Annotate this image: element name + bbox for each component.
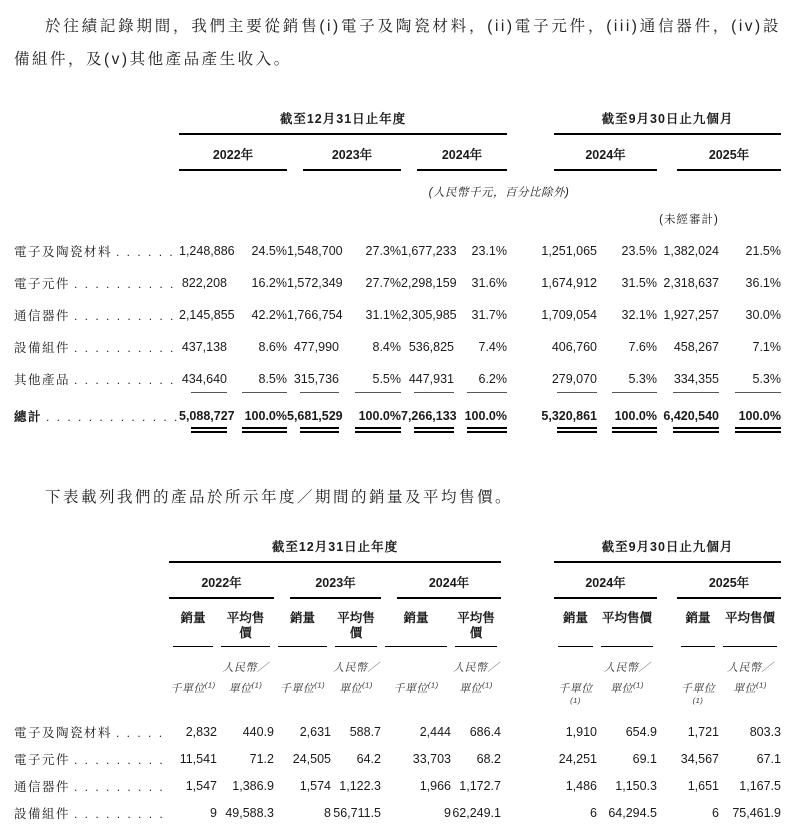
value-cell: 7.1% [752,340,781,354]
value-cell: 1,721 [687,725,719,740]
footnote-ref: (1) [570,696,581,705]
row-label [14,370,179,388]
value-cell: 31.1% [365,308,401,322]
year-header: 2023年 [290,576,381,599]
dot-leader [74,807,169,821]
value-cell: 75,461.9 [732,806,781,821]
value-cell: 1,248,886 [179,244,235,258]
asp-column-header: 平均售價 [723,611,777,647]
value-cell: 2,145,855 [179,308,235,322]
footnote-ref: (1) [482,680,493,690]
value-cell: 1,172.7 [459,779,501,794]
volume-unit-label [677,680,719,711]
volume-unit-label [274,680,331,711]
value-cell: 24,505 [292,752,331,767]
footnote-ref: (1) [204,680,216,690]
value-cell: 68.2 [476,752,501,767]
footnote-ref: (1) [427,680,439,690]
value-cell: 6.2% [454,372,507,386]
row-label [14,723,169,741]
value-cell: 477,990 [293,340,339,354]
interim-period-header: 截至9月30日止九個月 [554,540,781,563]
row-label [14,306,179,324]
value-cell: 23.1% [471,244,507,258]
dot-leader [74,753,169,767]
value-cell: 8.5% [227,372,287,386]
row-label [14,750,169,768]
total-cell: 100.0% [597,409,657,423]
value-cell: 1,651 [687,779,719,794]
unit-text: 單位 [228,683,252,695]
asp-column-header: 平均售價 [601,611,653,647]
row-label-text: 總計 [14,410,43,424]
unit-text: 單位 [339,683,363,695]
asp-column-header: 平均售價 [221,611,270,647]
value-cell: 9 [444,806,451,821]
currency-unit-label: 人民幣／ [222,662,269,674]
value-cell: 9 [210,806,217,821]
value-cell: 8 [324,806,331,821]
intro-paragraph: 於往績記錄期間，我們主要從銷售(i)電子及陶瓷材料，(ii)電子元件，(iii)通信器件，(iv)設備組件，及(v)其他產品產生收入。 [14,18,781,68]
value-cell: 1,677,233 [401,244,457,258]
year-header: 2022年 [179,148,287,171]
value-cell: 279,070 [507,372,597,386]
table-row [14,773,781,800]
volume-column-header: 銷量 [385,611,447,647]
row-label-text: 設備組件 [14,807,71,822]
value-cell: 33,703 [412,752,451,767]
total-cell: 100.0% [227,409,287,423]
value-cell: 5.5% [339,372,401,386]
currency-unit-label: 人民幣／ [333,662,379,674]
value-cell: 7.4% [478,340,507,354]
value-cell: 62,249.1 [452,806,501,821]
value-cell: 2,631 [299,725,331,740]
unit-text: 千單位 [558,683,593,695]
year-header-row [14,576,781,599]
value-cell: 1,386.9 [232,779,274,794]
currency-note: (人民幣千元，百分比除外) [428,187,570,199]
value-cell: 1,122.3 [339,779,381,794]
year-header: 2024年 [417,148,507,171]
total-cell: 7,266,133 [401,409,457,423]
total-cell: 100.0% [454,409,507,423]
value-cell: 315,736 [287,372,339,386]
value-cell: 1,486 [565,779,597,794]
value-cell: 36.1% [745,276,781,290]
unaudited-note: (未經審計) [659,214,719,226]
table-row [14,363,781,395]
value-cell: 64,294.5 [608,806,657,821]
row-label-text: 電子元件 [14,277,71,291]
value-cell: 1,927,257 [663,308,719,322]
unaudited-note-row [14,200,781,227]
value-cell: 1,150.3 [615,779,657,794]
value-cell: 588.7 [349,725,381,740]
asp-unit-label [719,680,781,711]
unit-text: 單位 [733,683,757,695]
value-cell: 1,547 [185,779,217,794]
table-row [14,299,781,331]
dot-leader [116,245,179,259]
value-cell: 2,832 [185,725,217,740]
footnote-ref: (1) [756,680,767,690]
dot-leader [74,780,169,794]
currency-unit-label: 人民幣／ [727,662,773,674]
value-cell: 458,267 [673,340,719,354]
dot-leader [74,341,179,355]
value-cell: 1,572,349 [287,276,343,290]
dot-leader [74,373,179,387]
currency-unit-label: 人民幣／ [453,662,499,674]
group-header-row [14,112,781,135]
annual-period-header: 截至12月31日止年度 [169,540,501,563]
value-cell: 31.5% [621,276,657,290]
unit-text: 千單位 [279,683,315,695]
value-cell: 56,711.5 [333,806,381,821]
value-cell: 8.6% [258,340,287,354]
value-cell: 21.5% [745,244,781,258]
value-cell: 1,167.5 [739,779,781,794]
value-cell: 5.3% [597,372,657,386]
value-cell: 1,251,065 [541,244,597,258]
footnote-ref: (1) [314,680,326,690]
value-cell: 803.3 [749,725,781,740]
unit-text: 千單位 [680,683,716,695]
value-cell: 27.7% [365,276,401,290]
value-cell: 437,138 [181,340,227,354]
value-cell: 5.3% [719,372,781,386]
value-cell: 7.6% [628,340,657,354]
row-label [14,777,169,795]
value-cell: 69.1 [632,752,657,767]
value-cell: 71.2 [249,752,274,767]
total-cell: 5,088,727 [179,409,235,423]
year-header: 2024年 [554,148,657,171]
year-header: 2025年 [677,576,781,599]
value-cell: 536,825 [408,340,454,354]
value-cell: 42.2% [251,308,287,322]
asp-column-header: 平均售價 [335,611,377,647]
value-cell: 30.0% [745,308,781,322]
value-cell: 31.6% [471,276,507,290]
row-label-text: 電子及陶瓷材料 [14,726,113,741]
value-cell: 49,588.3 [225,806,274,821]
year-header: 2024年 [397,576,501,599]
value-cell: 6 [590,806,597,821]
value-cell: 2,444 [419,725,451,740]
unit-row [14,680,781,711]
row-label [14,274,179,292]
value-cell: 6 [712,806,719,821]
asp-column-header: 平均售價 [455,611,497,647]
value-cell: 1,548,700 [287,244,343,258]
value-cell: 447,931 [401,372,454,386]
table-row [14,800,781,827]
value-cell: 24,251 [558,752,597,767]
table-row [14,267,781,299]
row-label-text: 設備組件 [14,341,71,355]
dot-leader [74,277,179,291]
dot-leader [46,410,179,424]
value-cell: 23.5% [621,244,657,258]
value-cell: 16.2% [251,276,287,290]
value-cell: 34,567 [680,752,719,767]
total-cell: 100.0% [719,409,781,423]
value-cell: 2,305,985 [401,308,457,322]
value-cell: 11,541 [179,752,217,767]
dot-leader [74,309,179,323]
value-cell: 2,318,637 [663,276,719,290]
value-cell: 24.5% [251,244,287,258]
revenue-table [14,112,781,437]
total-row [14,395,781,437]
value-cell: 654.9 [625,725,657,740]
volume-unit-label [169,680,217,711]
value-cell: 334,355 [657,372,719,386]
footnote-ref: (1) [633,680,644,690]
table-row [14,235,781,267]
volume-price-table [14,540,781,827]
footnote-ref: (1) [692,696,704,705]
unit-text: 單位 [459,683,483,695]
table-row [14,746,781,773]
asp-unit-label [331,680,381,711]
value-cell: 1,674,912 [541,276,597,290]
table-row [14,719,781,746]
value-cell: 1,709,054 [541,308,597,322]
asp-unit-label [451,680,501,711]
row-label-text: 電子及陶瓷材料 [14,245,113,259]
value-cell: 32.1% [621,308,657,322]
volume-intro-paragraph: 下表載列我們的產品於所示年度／期間的銷量及平均售價。 [45,489,514,506]
year-header: 2023年 [303,148,401,171]
row-label-text: 通信器件 [14,780,71,795]
unit-text: 千單位 [170,683,205,695]
volume-unit-label [554,680,597,711]
value-cell: 67.1 [756,752,781,767]
dot-leader [116,726,169,740]
value-cell: 27.3% [365,244,401,258]
currency-unit-label: 人民幣／ [604,662,650,674]
year-header-row [14,148,781,171]
value-cell: 434,640 [179,372,227,386]
annual-period-header: 截至12月31日止年度 [179,112,507,135]
value-cell: 686.4 [469,725,501,740]
value-cell: 1,574 [299,779,331,794]
volume-column-header: 銷量 [173,611,213,647]
value-cell: 31.7% [471,308,507,322]
unit-text: 千單位 [393,683,428,695]
row-label-text: 電子元件 [14,753,71,768]
total-cell: 6,420,540 [657,409,719,423]
value-cell: 64.2 [356,752,381,767]
volume-column-header: 銷量 [558,611,593,647]
volume-column-header: 銷量 [278,611,327,647]
asp-unit-label [597,680,657,711]
value-cell: 1,966 [419,779,451,794]
row-label [14,407,179,425]
value-cell: 2,298,159 [401,276,457,290]
row-label-text: 通信器件 [14,309,71,323]
value-cell: 1,910 [565,725,597,740]
spacer [14,680,169,711]
footnote-ref: (1) [362,680,373,690]
interim-period-header: 截至9月30日止九個月 [554,112,781,135]
year-header: 2024年 [554,576,657,599]
row-label [14,242,179,260]
volume-unit-label [381,680,451,711]
unit-text: 單位 [610,683,634,695]
value-cell: 440.9 [242,725,274,740]
year-header: 2022年 [169,576,274,599]
total-cell: 100.0% [339,409,401,423]
total-cell: 5,681,529 [287,409,343,423]
group-header-row [14,540,781,563]
currency-note-row [14,171,781,200]
table-row [14,331,781,363]
value-cell: 822,208 [181,276,227,290]
row-label [14,338,179,356]
total-cell: 5,320,861 [507,409,597,423]
currency-unit-row [14,659,781,675]
value-cell: 1,382,024 [663,244,719,258]
value-cell: 406,760 [551,340,597,354]
value-cell: 1,766,754 [287,308,343,322]
footnote-ref: (1) [251,680,263,690]
asp-unit-label [217,680,274,711]
value-cell: 8.4% [372,340,401,354]
volume-column-header: 銷量 [681,611,715,647]
row-label [14,804,169,822]
year-header: 2025年 [677,148,781,171]
row-label-text: 其他產品 [14,373,71,387]
subheader-row [14,611,781,647]
